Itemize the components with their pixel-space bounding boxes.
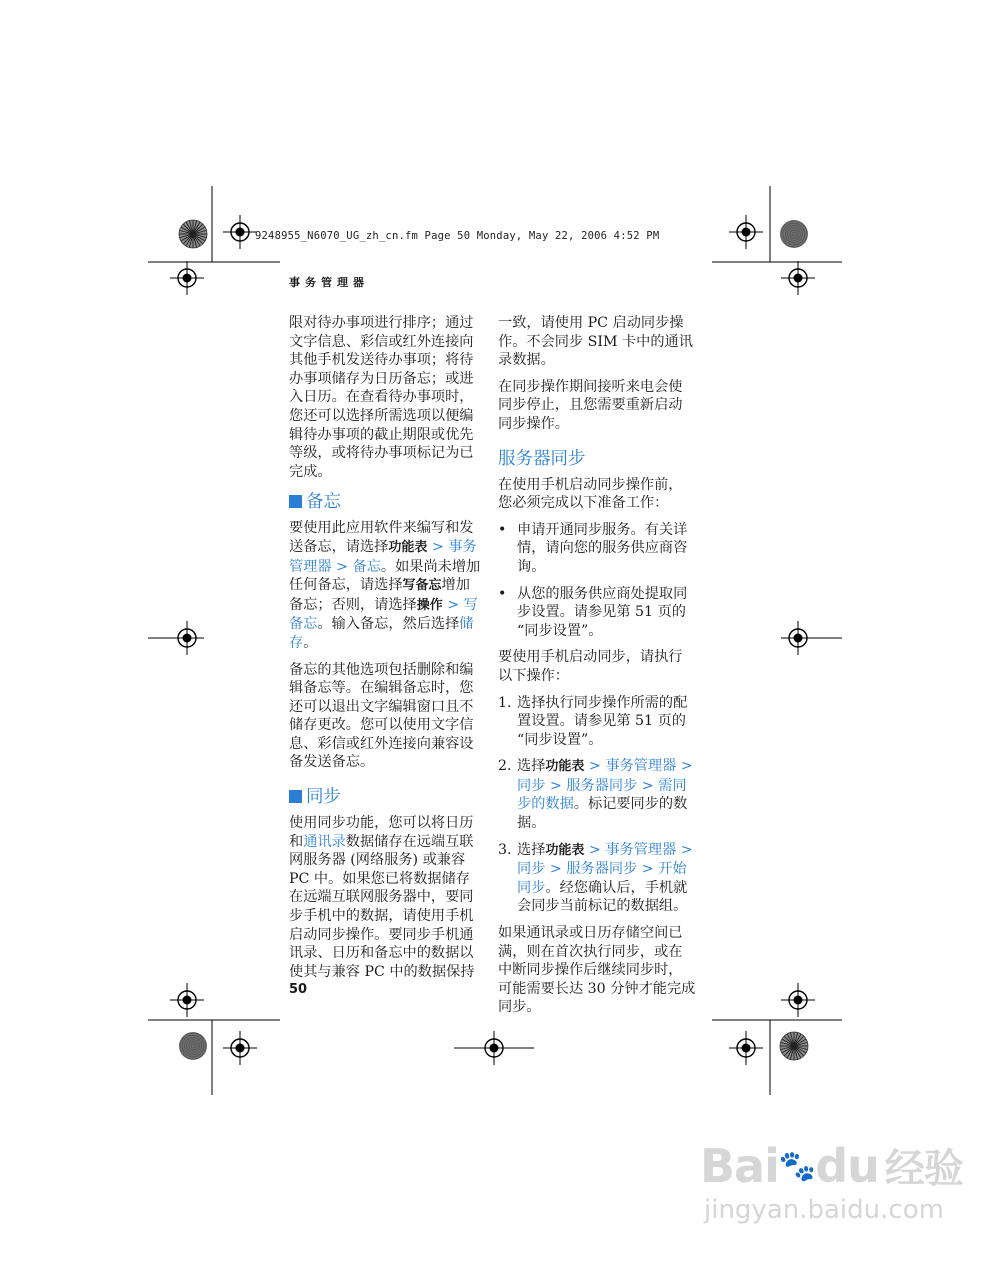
server-sync-heading: 服务器同步 [498,448,586,469]
registration-mark [223,1031,257,1065]
star-target-mark [179,220,207,248]
notes-paragraph-1: 要使用此应用软件来编写和发送备忘，请选择功能表 > 事务管理器 > 备忘。如果尚未增加任何备忘，请选择写备忘增加备忘；否则，请选择操作 > 写备忘。输入备忘，然后选择储存。 [289,520,481,651]
list-item: • 从您的服务供应商处提取同步设置。请参见第 51 页的 “同步设置”。 [498,585,688,639]
link-data-to-sync[interactable]: 需同步的数据 [517,777,687,813]
link-organiser[interactable]: 事务管理器 [605,758,677,775]
watermark-logo: Bai🐾du 经验 [700,1139,963,1193]
page-number: 50 [289,982,308,997]
link-notes[interactable]: 备忘 [352,558,381,575]
notes-heading: 备忘 [289,491,484,513]
notes-paragraph-2: 备忘的其他选项包括删除和编辑备忘等。在编辑备忘时，您还可以退出文字编辑窗口且不储存更改。您可以使用文字信息、彩信或红外连接向兼容设备发送备忘。 [289,661,474,771]
incoming-call-paragraph: 在同步操作期间接听来电会使同步停止，且您需要重新启动同步操作。 [498,378,683,432]
watermark-site: jingyan.baidu.com [704,1195,944,1225]
registration-mark [781,261,815,295]
registration-mark [170,261,204,295]
heading-square-icon [289,495,302,508]
registration-mark [781,983,815,1017]
file-info-line: 9248955_N6070_UG_zh_cn.fm Page 50 Monday, May 22, 2006 4:52 PM [255,230,660,242]
registration-mark [170,621,204,655]
gray-target-mark [179,1032,207,1060]
left-column [289,314,484,989]
baidu-jingyan-watermark [700,1140,963,1225]
link-save[interactable]: 储存 [289,616,474,651]
prerequisite-list [498,521,696,641]
step-item: 1. 选择执行同步操作所需的配置设置。请参见第 51 页的 “同步设置”。 [498,694,688,748]
sync-paragraph: 使用同步功能，您可以将日历和通讯录数据储存在远端互联网服务器 (网络服务) 或兼容 PC 中。如果您已将数据储存在远端互联网服务器中，要同步手机中的数据，请使用手机启动同步操作。要同步手机通讯录、日历和备忘中的数据以使其与兼容 PC 中的数据保持 [289,815,475,980]
link-organiser[interactable]: 事务管理器 [289,538,477,575]
right-column [498,314,696,1025]
star-target-mark [780,1032,808,1060]
link-server-sync[interactable]: 服务器同步 [566,861,638,878]
link-sync[interactable]: 同步 [517,861,546,878]
step-item: 3. 选择功能表 > 事务管理器 > 同步 > 服务器同步 > 开始同步。经您确认后，手机就会同步当前标记的数据组。 [498,841,693,915]
todo-paragraph: 限对待办事项进行排序；通过文字信息、彩信或红外连接向其他手机发送待办事项；将待办事项储存为日历备忘；或进入日历。在查看待办事项时，您还可以选择所需选项以便编辑待办事项的截止期限或优先等级，或将待办事项标记为已完成。 [289,315,474,480]
running-head: 事务管理器 [289,276,369,289]
link-contacts[interactable]: 通讯录 [303,833,346,850]
steps-intro: 要使用手机启动同步，请执行以下操作： [498,649,683,684]
registration-mark [170,983,204,1017]
heading-square-icon [289,790,302,803]
gray-target-mark [780,220,808,248]
registration-mark [223,215,257,249]
link-write-note[interactable]: 写备忘 [289,596,478,633]
sync-heading: 同步 [289,786,484,808]
link-organiser[interactable]: 事务管理器 [605,841,677,858]
registration-mark [781,621,815,655]
registration-mark [729,215,763,249]
step-item: 2. 选择功能表 > 事务管理器 > 同步 > 服务器同步 > 需同步的数据。标记要同步的数据。 [498,758,693,832]
link-server-sync[interactable]: 服务器同步 [566,777,638,794]
list-item: • 申请开通同步服务。有关详情，请向您的服务供应商咨询。 [498,521,688,575]
server-sync-intro: 在使用手机启动同步操作前，您必须完成以下准备工作： [498,476,683,512]
storage-full-paragraph: 如果通讯录或日历存储空间已满，则在首次执行同步，或在中断同步操作后继续同步时，可能需要长达 30 分钟才能完成同步。 [498,925,696,1016]
registration-mark [729,1031,763,1065]
sync-continued-paragraph: 一致，请使用 PC 启动同步操作。不会同步 SIM 卡中的通讯录数据。 [498,315,693,369]
link-sync[interactable]: 同步 [517,777,546,794]
steps-list [498,694,696,917]
link-start-sync[interactable]: 开始同步 [517,861,687,896]
